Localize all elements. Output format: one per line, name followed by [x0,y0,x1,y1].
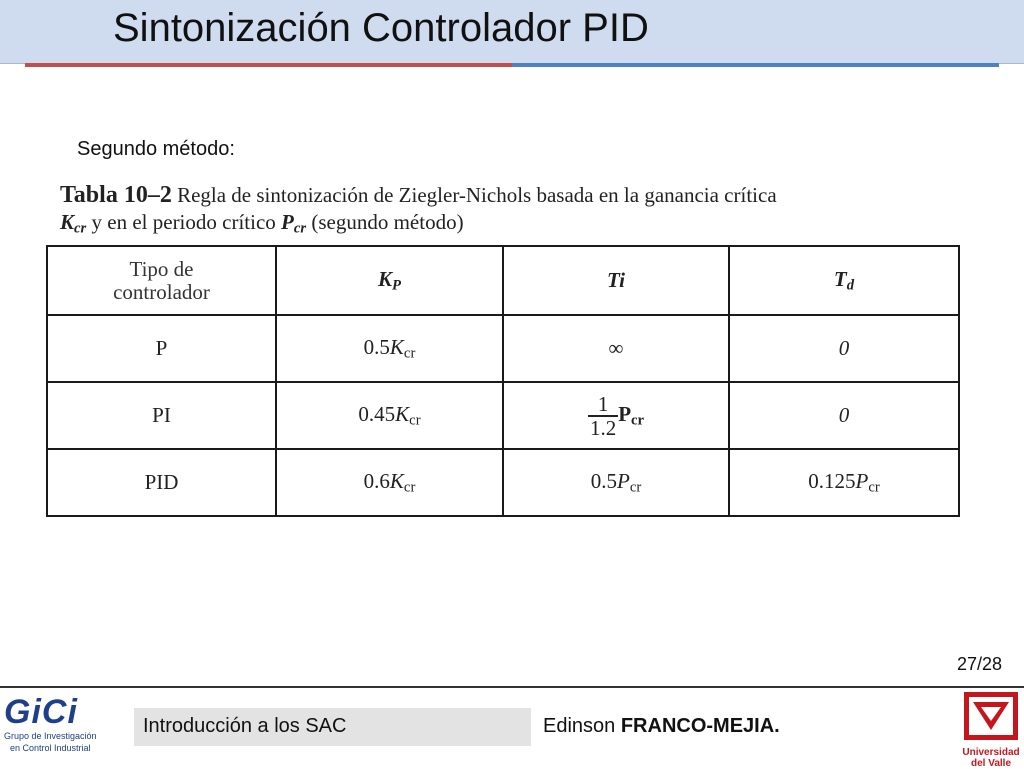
cell-tipo: P [47,315,276,382]
caption-kcr: $K_{cr}$ [60,210,87,237]
page-number: 27/28 [956,654,1002,674]
table-row [47,449,959,516]
cell-kp: $0.5K_{cr}$ [276,315,503,382]
cell-ti: $0.5P_{cr}$ [503,449,729,516]
caption-pcr: $P_{cr}$ [281,210,307,237]
cell-tipo: PI [47,382,276,449]
gici-logo: GiCi Grupo de Investigación en Control Industrial [4,693,97,753]
univalle-shield-icon [960,690,1022,742]
header-td: $T_d$ [729,246,959,315]
cell-td: 0 [729,382,959,449]
caption-text-b: y en el periodo crítico [86,210,282,234]
header-tipo: Tipo de controlador [47,246,276,315]
cell-td: 0 [729,315,959,382]
table-header-row [47,246,959,315]
cell-ti: $\frac{1}{1.2}$ $P_{cr}$ [503,382,729,449]
slide-subtitle: Segundo método: [77,138,235,160]
cell-tipo: PID [47,449,276,516]
table-caption [60,182,960,243]
caption-text-a: Regla de sintonización de Ziegler-Nichols basada en la ganancia crítica [171,183,777,207]
course-title: Introducción a los SAC [143,715,347,737]
ziegler-nichols-table [46,245,960,517]
univalle-logo: Universidad del Valle [960,690,1022,768]
slide-title: Sintonización Controlador PID [113,6,649,50]
cell-kp: $0.45K_{cr}$ [276,382,503,449]
title-rule-red [25,63,512,67]
cell-td: $0.125P_{cr}$ [729,449,959,516]
table-row [47,315,959,382]
table-row [47,382,959,449]
fraction: $\frac{1}{1.2}$ [589,391,617,440]
header-ti: Ti [503,246,729,315]
footer-rule [0,686,1024,688]
title-rule-blue [512,63,999,67]
caption-text-c: (segundo método) [306,210,464,234]
cell-ti: ∞ [503,315,729,382]
title-bar [0,0,1024,64]
cell-kp: $0.6K_{cr}$ [276,449,503,516]
table-label: Tabla 10–2 [60,182,172,208]
header-kp: $K_P$ [276,246,503,315]
course-box [134,708,531,746]
author-name: Edinson FRANCO-MEJIA. [543,715,780,737]
